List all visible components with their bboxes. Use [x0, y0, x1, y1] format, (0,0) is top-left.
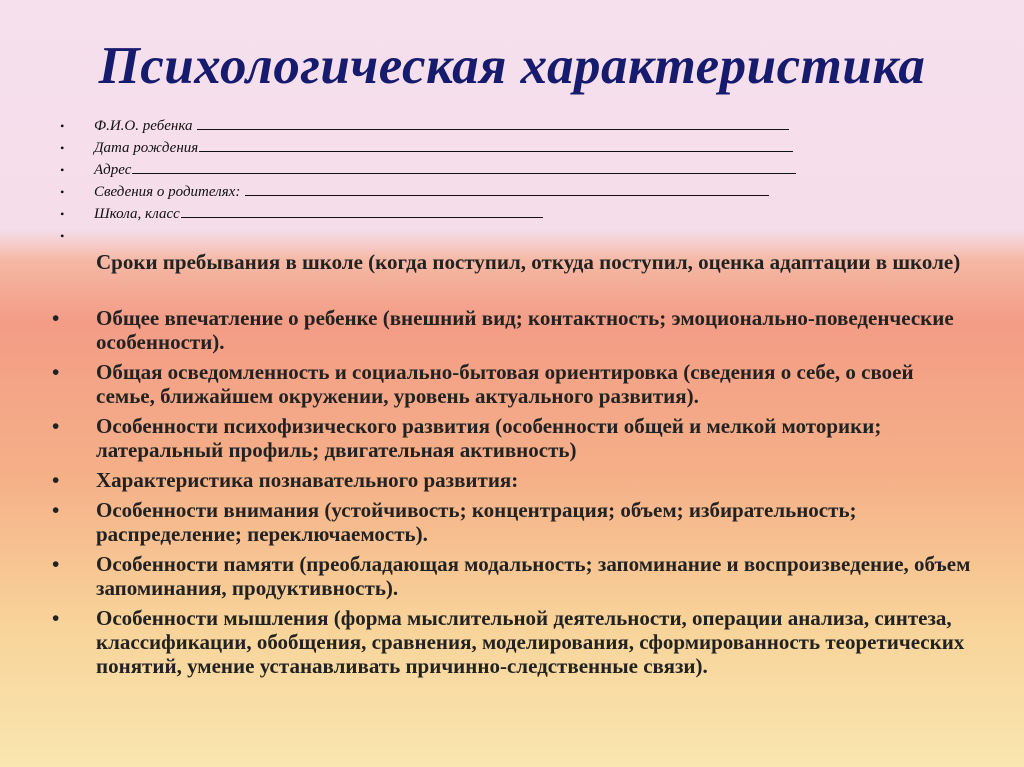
field-label: Школа, класс [94, 206, 180, 222]
field-label: Ф.И.О. ребенка [94, 118, 197, 134]
list-item [52, 468, 972, 492]
bullet-icon: • [60, 207, 65, 221]
blank-line [245, 182, 769, 196]
bullet-icon: • [60, 141, 65, 155]
list-item [52, 606, 972, 678]
blank-line [132, 160, 796, 174]
bullet-icon: • [52, 360, 60, 384]
blank-line [199, 138, 793, 152]
bullet-icon: • [60, 185, 65, 199]
bullet-icon: • [52, 552, 60, 576]
intro-paragraph: Сроки пребывания в школе (когда поступил, откуда поступил, оценка адаптации в школе) [96, 250, 961, 274]
list-item-text: Особенности памяти (преобладающая модальность; запоминание и воспроизведение, объем запоминания, продуктивность). [96, 552, 971, 600]
list-item-text: Особенности психофизического развития (особенности общей и мелкой моторики; латеральный профиль; двигательная активность) [96, 414, 882, 462]
bullet-icon: • [52, 414, 60, 438]
bullet-icon: • [60, 119, 65, 133]
list-item-text: Общая осведомленность и социально-бытовая ориентировка (сведения о себе, о своей семье, ближайшем окружении, уровень актуального развития). [96, 360, 914, 408]
list-item [52, 498, 972, 546]
list-item [52, 360, 972, 408]
list-item-text: Особенности внимания (устойчивость; концентрация; объем; избирательность; распределение; переключаемость). [96, 498, 857, 546]
bullet-icon: • [52, 606, 60, 630]
bullet-icon: • [60, 163, 65, 177]
list-item-text: Особенности мышления (форма мыслительной деятельности, операции анализа, синтеза, классификации, обобщения, сравнения, моделирования, сформированность теоретических понятий, умение устанавливать причинно-следственные связи). [96, 606, 965, 678]
characteristics-list [52, 306, 972, 684]
bullet-icon: • [52, 498, 60, 522]
bullet-icon: • [60, 229, 65, 243]
list-item-text: Общее впечатление о ребенке (внешний вид; контактность; эмоционально-поведенческие особенности). [96, 306, 954, 354]
field-label: Дата рождения [94, 140, 199, 156]
field-label: Адрес [94, 162, 132, 178]
bullet-icon: • [52, 468, 60, 492]
list-item [52, 552, 972, 600]
bullet-icon: • [52, 306, 60, 330]
blank-line [181, 204, 543, 218]
page-title: Психологическая характеристика [98, 37, 926, 95]
list-item [52, 306, 972, 354]
field-label: Сведения о родителях: [94, 184, 245, 200]
blank-line [197, 116, 789, 130]
list-item-text: Характеристика познавательного развития: [96, 468, 519, 492]
list-item [52, 414, 972, 462]
